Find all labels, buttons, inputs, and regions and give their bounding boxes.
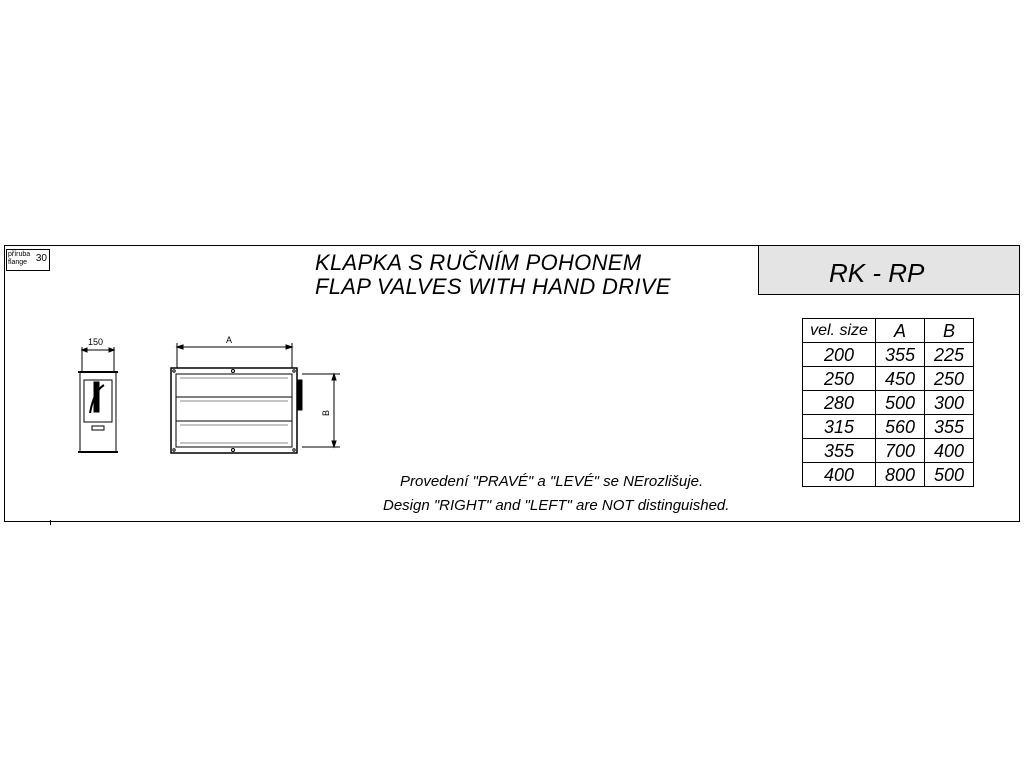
table-header-size: vel. size: [803, 319, 876, 343]
table-cell-a: 700: [876, 439, 925, 463]
depth-label: 150: [88, 337, 104, 347]
width-arrow-left: [177, 345, 183, 349]
title-czech: KLAPKA S RUČNÍM POHONEM: [315, 250, 642, 275]
table-cell-a: 355: [876, 343, 925, 367]
hand-drive-shaft: [94, 382, 99, 412]
front-body: [176, 374, 292, 447]
table-cell-size: 315: [803, 415, 876, 439]
table-cell-size: 400: [803, 463, 876, 487]
drive-mechanism: [297, 380, 302, 410]
table-row: [803, 343, 974, 367]
flange-hole-tr: [293, 370, 295, 372]
table-row: [803, 439, 974, 463]
note-czech: Provedení "PRAVÉ" a "LEVÉ" se NErozlišuje.: [400, 473, 704, 490]
depth-arrow-left: [82, 348, 87, 352]
note-english: Design "RIGHT" and "LEFT" are NOT distinguished.: [383, 497, 730, 514]
flange-hole-tl: [173, 370, 175, 372]
width-arrow-right: [286, 345, 292, 349]
height-label: B: [321, 409, 331, 416]
height-arrow-top: [332, 374, 336, 380]
flange-hole-bl: [173, 449, 175, 451]
table-cell-b: 500: [925, 463, 974, 487]
table-header-row: [803, 319, 974, 343]
depth-arrow-right: [109, 348, 114, 352]
table-header-b: B: [925, 319, 974, 343]
side-view: [78, 347, 118, 452]
table-cell-a: 500: [876, 391, 925, 415]
flange-label-cz: příruba: [8, 251, 31, 258]
table-cell-size: 200: [803, 343, 876, 367]
table-cell-size: 280: [803, 391, 876, 415]
table-cell-b: 225: [925, 343, 974, 367]
table-cell-a: 800: [876, 463, 925, 487]
product-code: RK - RP: [829, 258, 925, 288]
table-cell-size: 355: [803, 439, 876, 463]
table-row: [803, 463, 974, 487]
title-english: FLAP VALVES WITH HAND DRIVE: [315, 274, 671, 299]
table-cell-a: 450: [876, 367, 925, 391]
table-header-a: A: [876, 319, 925, 343]
table-cell-b: 400: [925, 439, 974, 463]
table-row: [803, 415, 974, 439]
front-view: [171, 343, 340, 453]
table-cell-b: 250: [925, 367, 974, 391]
table-row: [803, 367, 974, 391]
table-cell-a: 560: [876, 415, 925, 439]
flange-label-en: flange: [8, 259, 28, 266]
width-label: A: [226, 335, 233, 345]
table-row: [803, 391, 974, 415]
front-flange-outer: [171, 368, 297, 453]
flange-value: 30: [35, 253, 47, 264]
dimensions-table: [802, 318, 974, 487]
flange-hole-br: [293, 449, 295, 451]
table-cell-b: 355: [925, 415, 974, 439]
height-arrow-bottom: [332, 441, 336, 447]
flange-hole-top: [232, 370, 235, 373]
table-cell-b: 300: [925, 391, 974, 415]
side-bracket: [92, 426, 104, 430]
table-cell-size: 250: [803, 367, 876, 391]
flange-hole-bottom: [232, 449, 235, 452]
